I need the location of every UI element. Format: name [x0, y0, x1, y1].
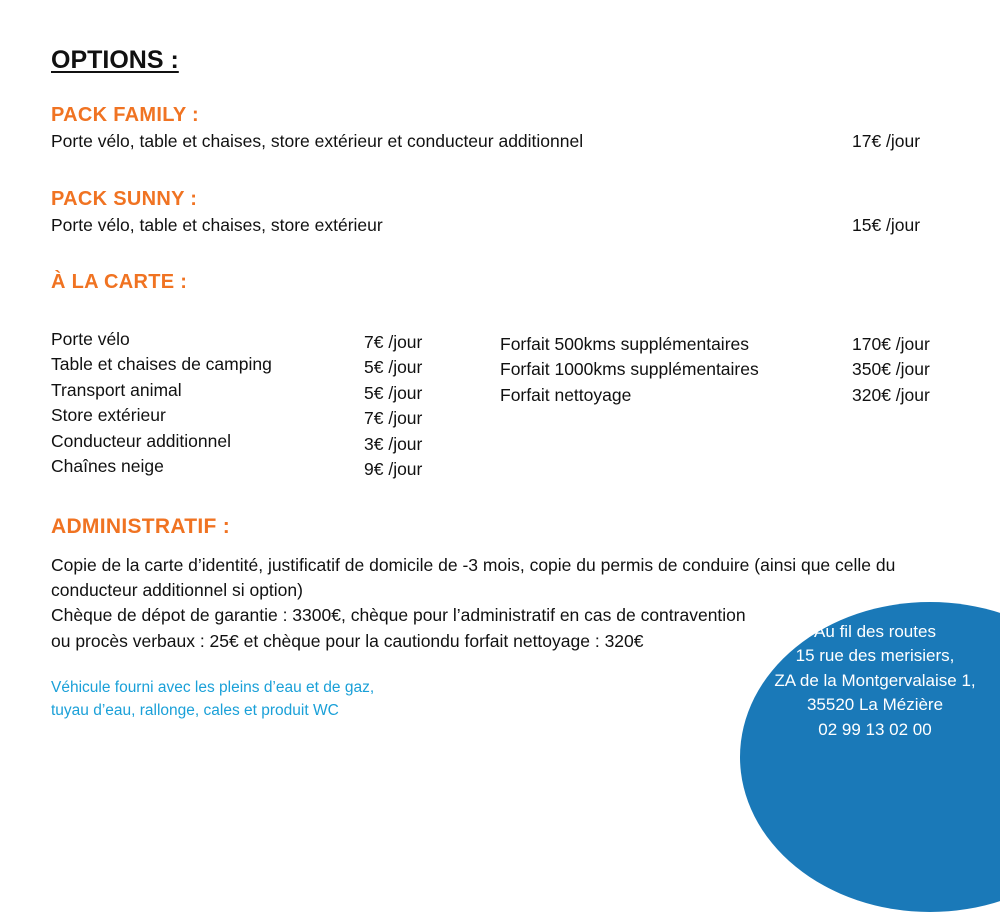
- address-badge: [755, 620, 995, 742]
- page-title: OPTIONS :: [51, 46, 179, 74]
- a-la-carte-right-labels: [500, 332, 759, 408]
- list-item: Forfait 1000kms supplémentaires: [500, 359, 759, 380]
- list-item-price: 3€ /jour: [364, 433, 423, 454]
- list-item: Store extérieur: [51, 405, 166, 426]
- list-item-price: 350€ /jour: [852, 359, 930, 380]
- administratif-heading: ADMINISTRATIF :: [51, 515, 231, 538]
- list-item-price: 170€ /jour: [852, 334, 930, 354]
- pack-sunny-price: 15€ /jour: [852, 215, 921, 235]
- list-item: Porte vélo: [51, 329, 130, 349]
- a-la-carte-left-prices: [364, 330, 422, 482]
- list-item: Forfait 500kms supplémentaires: [500, 334, 749, 354]
- administratif-cheque-line2: ou procès verbaux : 25€ et chèque pour la cautiondu forfait nettoyage : 320€: [51, 630, 644, 651]
- pack-family-description: Porte vélo, table et chaises, store extérieur et conducteur additionnel: [51, 131, 584, 151]
- pack-sunny-heading: PACK SUNNY :: [51, 188, 198, 210]
- company-name: Au fil des routes: [814, 622, 936, 641]
- list-item: Conducteur additionnel: [51, 430, 231, 451]
- list-item: Transport animal: [51, 379, 182, 400]
- a-la-carte-right-prices: [852, 332, 930, 408]
- vehicle-note-line2: tuyau d’eau, rallonge, cales et produit WC: [51, 702, 339, 719]
- administratif-cheque-line1: Chèque de dépot de garantie : 3300€, chèque pour l’administratif en cas de contravention: [51, 605, 746, 626]
- pack-sunny-description: Porte vélo, table et chaises, store extérieur: [51, 215, 383, 235]
- vehicle-note: [51, 676, 374, 722]
- phone-number: 02 99 13 02 00: [818, 719, 932, 739]
- list-item: Chaînes neige: [51, 456, 164, 477]
- list-item-price: 9€ /jour: [364, 459, 423, 480]
- address-city: 35520 La Mézière: [806, 695, 944, 715]
- administratif-documents: Copie de la carte d’identité, justificatif de domicile de -3 mois, copie du permis de conduire (ainsi que celle du conducteur additionnel si option): [51, 555, 896, 601]
- list-item: Forfait nettoyage: [500, 384, 632, 405]
- pack-family-price: 17€ /jour: [852, 131, 921, 151]
- list-item-price: 7€ /jour: [364, 408, 423, 429]
- address-zone: ZA de la Montgervalaise 1,: [774, 670, 976, 690]
- list-item: Table et chaises de camping: [51, 354, 272, 375]
- list-item-price: 7€ /jour: [364, 332, 423, 352]
- list-item-price: 5€ /jour: [364, 382, 423, 403]
- list-item-price: 320€ /jour: [852, 384, 930, 405]
- address-street: 15 rue des merisiers,: [795, 646, 955, 666]
- pack-family-heading: PACK FAMILY :: [51, 104, 199, 126]
- a-la-carte-heading: À LA CARTE :: [51, 271, 188, 293]
- a-la-carte-left-labels: [51, 327, 272, 479]
- list-item-price: 5€ /jour: [364, 357, 423, 378]
- vehicle-note-line1: Véhicule fourni avec les pleins d’eau et de gaz,: [51, 679, 375, 696]
